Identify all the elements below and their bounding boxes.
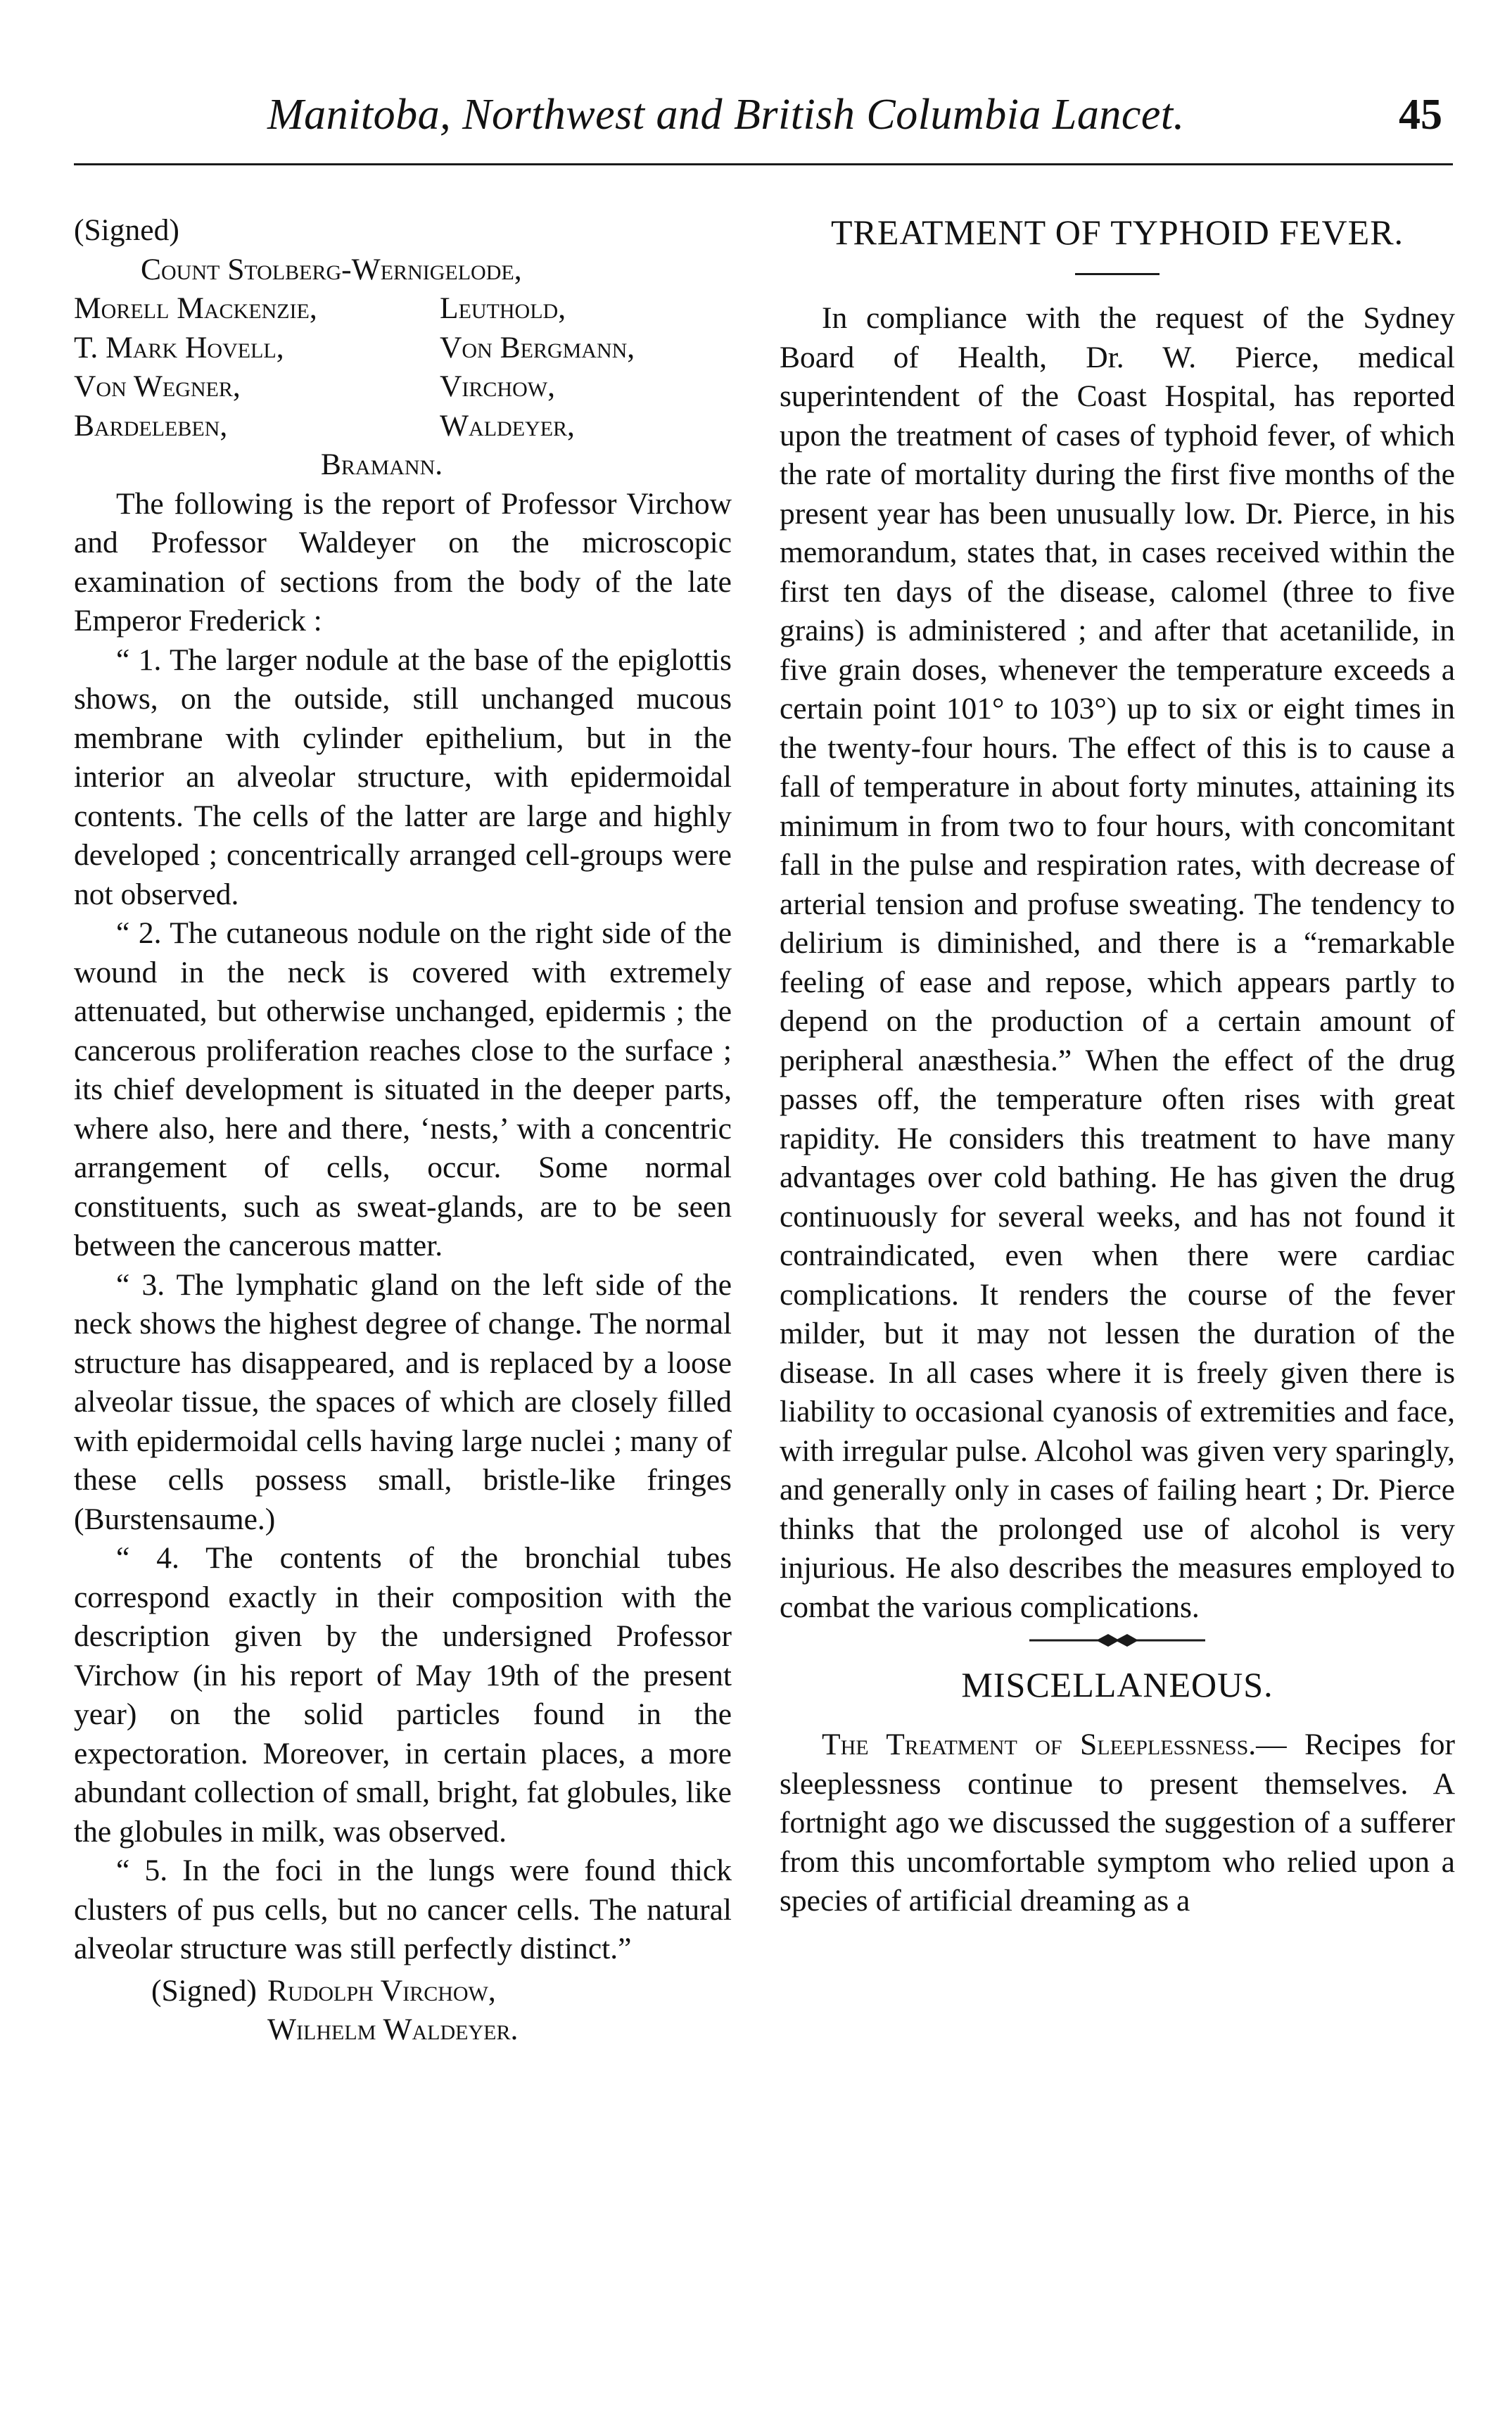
signatory-grid (74, 289, 732, 445)
closing-signed-label: (Signed) (151, 1973, 257, 2008)
misc-run-in-heading: The Treatment of Sleeplessness.— (822, 1728, 1287, 1761)
running-head: Manitoba, Northwest and British Columbia Lancet. (267, 91, 1185, 139)
report-item-paragraph: “ 1. The larger nodule at the base of the epiglottis shows, on the outside, still unchanged mucous membrane with cylinder epithelium, but in the interior an alveolar structure, with epidermoidal contents. The cells of the latter are large and highly developed ; concentrically arranged cell-groups were not observed. (74, 642, 732, 911)
closing-name: Rudolph Virchow, (267, 1973, 496, 2008)
signatory: T. Mark Hovell, (74, 330, 284, 365)
signatory: Von Bergmann, (440, 330, 635, 365)
left-column (74, 211, 732, 2050)
report-item-paragraph: “ 3. The lymphatic gland on the left side of the neck shows the highest degree of change. The normal structure has disappeared, and is replaced by a loose alveolar tissue, the spaces of which are closely filled with epidermoidal cells having large nuclei ; many of these cells possess small, bristle-like fringes (Burstensaume.) (74, 1267, 732, 1536)
signatory: Virchow, (440, 369, 555, 403)
signatory: Waldeyer, (440, 408, 575, 443)
ornament-divider (1029, 1630, 1205, 1651)
signatory: Bardeleben, (74, 408, 228, 443)
signatory-last: Bramann. (320, 448, 443, 481)
title-rule (1075, 273, 1160, 275)
signed-label: (Signed) (74, 213, 179, 247)
misc-title: MISCELLANEOUS. (961, 1665, 1273, 1704)
article-body: In compliance with the request of the Sydney Board of Health, Dr. W. Pierce, medical superintendent of the Coast Hospital, has reported upon the treatment of cases of typhoid fever, of which the rate of mortality during the first five months of the present year has been unusually low. Dr. Pierce, in his memorandum, states that, in cases received within the first ten days of the disease, calomel (three to five grains) is administered ; and after that acetanilide, in five grain doses, whenever the temperature exceeds a certain point 101° to 103°) up to six or eight times in the twenty-four hours. The effect of this is to cause a fall of temperature in about forty minutes, attaining its minimum in from two to four hours, with concomitant fall in the pulse and respiration rates, with decrease of arterial tension and profuse sweating. The tendency to delirium is diminished, and there is a “remarkable feeling of ease and repose, which appears partly to depend on the production of a certain amount of peripheral anæsthesia.” When the effect of the drug passes off, the temperature often rises with great rapidity. He considers this treatment to have many advantages over cold bathing. He has given the drug continuously for several weeks, and has not found it contraindicated, even when there were cardiac complications. It renders the course of the fever milder, but it may not lessen the duration of the disease. In all cases where it is freely given there is liability to occasional cyanosis of extremities and face, with irregular pulse. Alcohol was given very sparingly, and generally only in cases of failing heart ; Dr. Pierce thinks that the prolonged use of alcohol is very injurious. He also describes the measures employed to combat the various complications. (780, 301, 1455, 1624)
report-item-paragraph: “ 2. The cutaneous nodule on the right side of the wound in the neck is covered with extremely attenuated, but otherwise unchanged, epidermis ; the cancerous proliferation reaches close to the surface ; its chief development is situated in the deeper parts, where also, here and there, ‘nests,’ with a concentric arrangement of cells, occur. Some normal constituents, such as sweat-glands, are to be seen between the cancerous matter. (74, 916, 732, 1262)
closing-signature (74, 1972, 732, 2050)
report-intro-paragraph: The following is the report of Professor Virchow and Professor Waldeyer on the microscopic examination of sections from the body of the late Emperor Frederick : (74, 486, 732, 638)
section-title: TREATMENT OF TYPHOID FEVER. (830, 213, 1404, 252)
header-rule (74, 163, 1453, 165)
closing-name: Wilhelm Waldeyer. (267, 2013, 519, 2046)
signatory-count: Count Stolberg-Wernigelode, (141, 252, 522, 286)
misc-paragraph (780, 1725, 1455, 1921)
page-number: 45 (1399, 91, 1442, 139)
report-item-paragraph: “ 4. The contents of the bronchial tubes correspond exactly in their composition with the description given by the undersigned Professor Virchow (in his report of May 19th of the present year) on the solid particles found in the expectoration. Moreover, in certain places, a more abundant collection of small, bright, fat globules, like the globules in milk, was observed. (74, 1541, 732, 1849)
signatory: Von Wegner, (74, 369, 241, 403)
misc-body: Recipes for sleeplessness continue to present themselves. A fortnight ago we discussed the suggestion of a sufferer from this uncomfortable symptom who relied upon a species of artificial dreaming as a (780, 1728, 1455, 1918)
signatory: Leuthold, (440, 291, 566, 325)
report-item-paragraph: “ 5. In the foci in the lungs were found thick clusters of pus cells, but no cancer cells. The natural alveolar structure was still perfectly distinct.” (74, 1854, 732, 1965)
right-column (780, 211, 1455, 1921)
signatory: Morell Mackenzie, (74, 291, 317, 325)
